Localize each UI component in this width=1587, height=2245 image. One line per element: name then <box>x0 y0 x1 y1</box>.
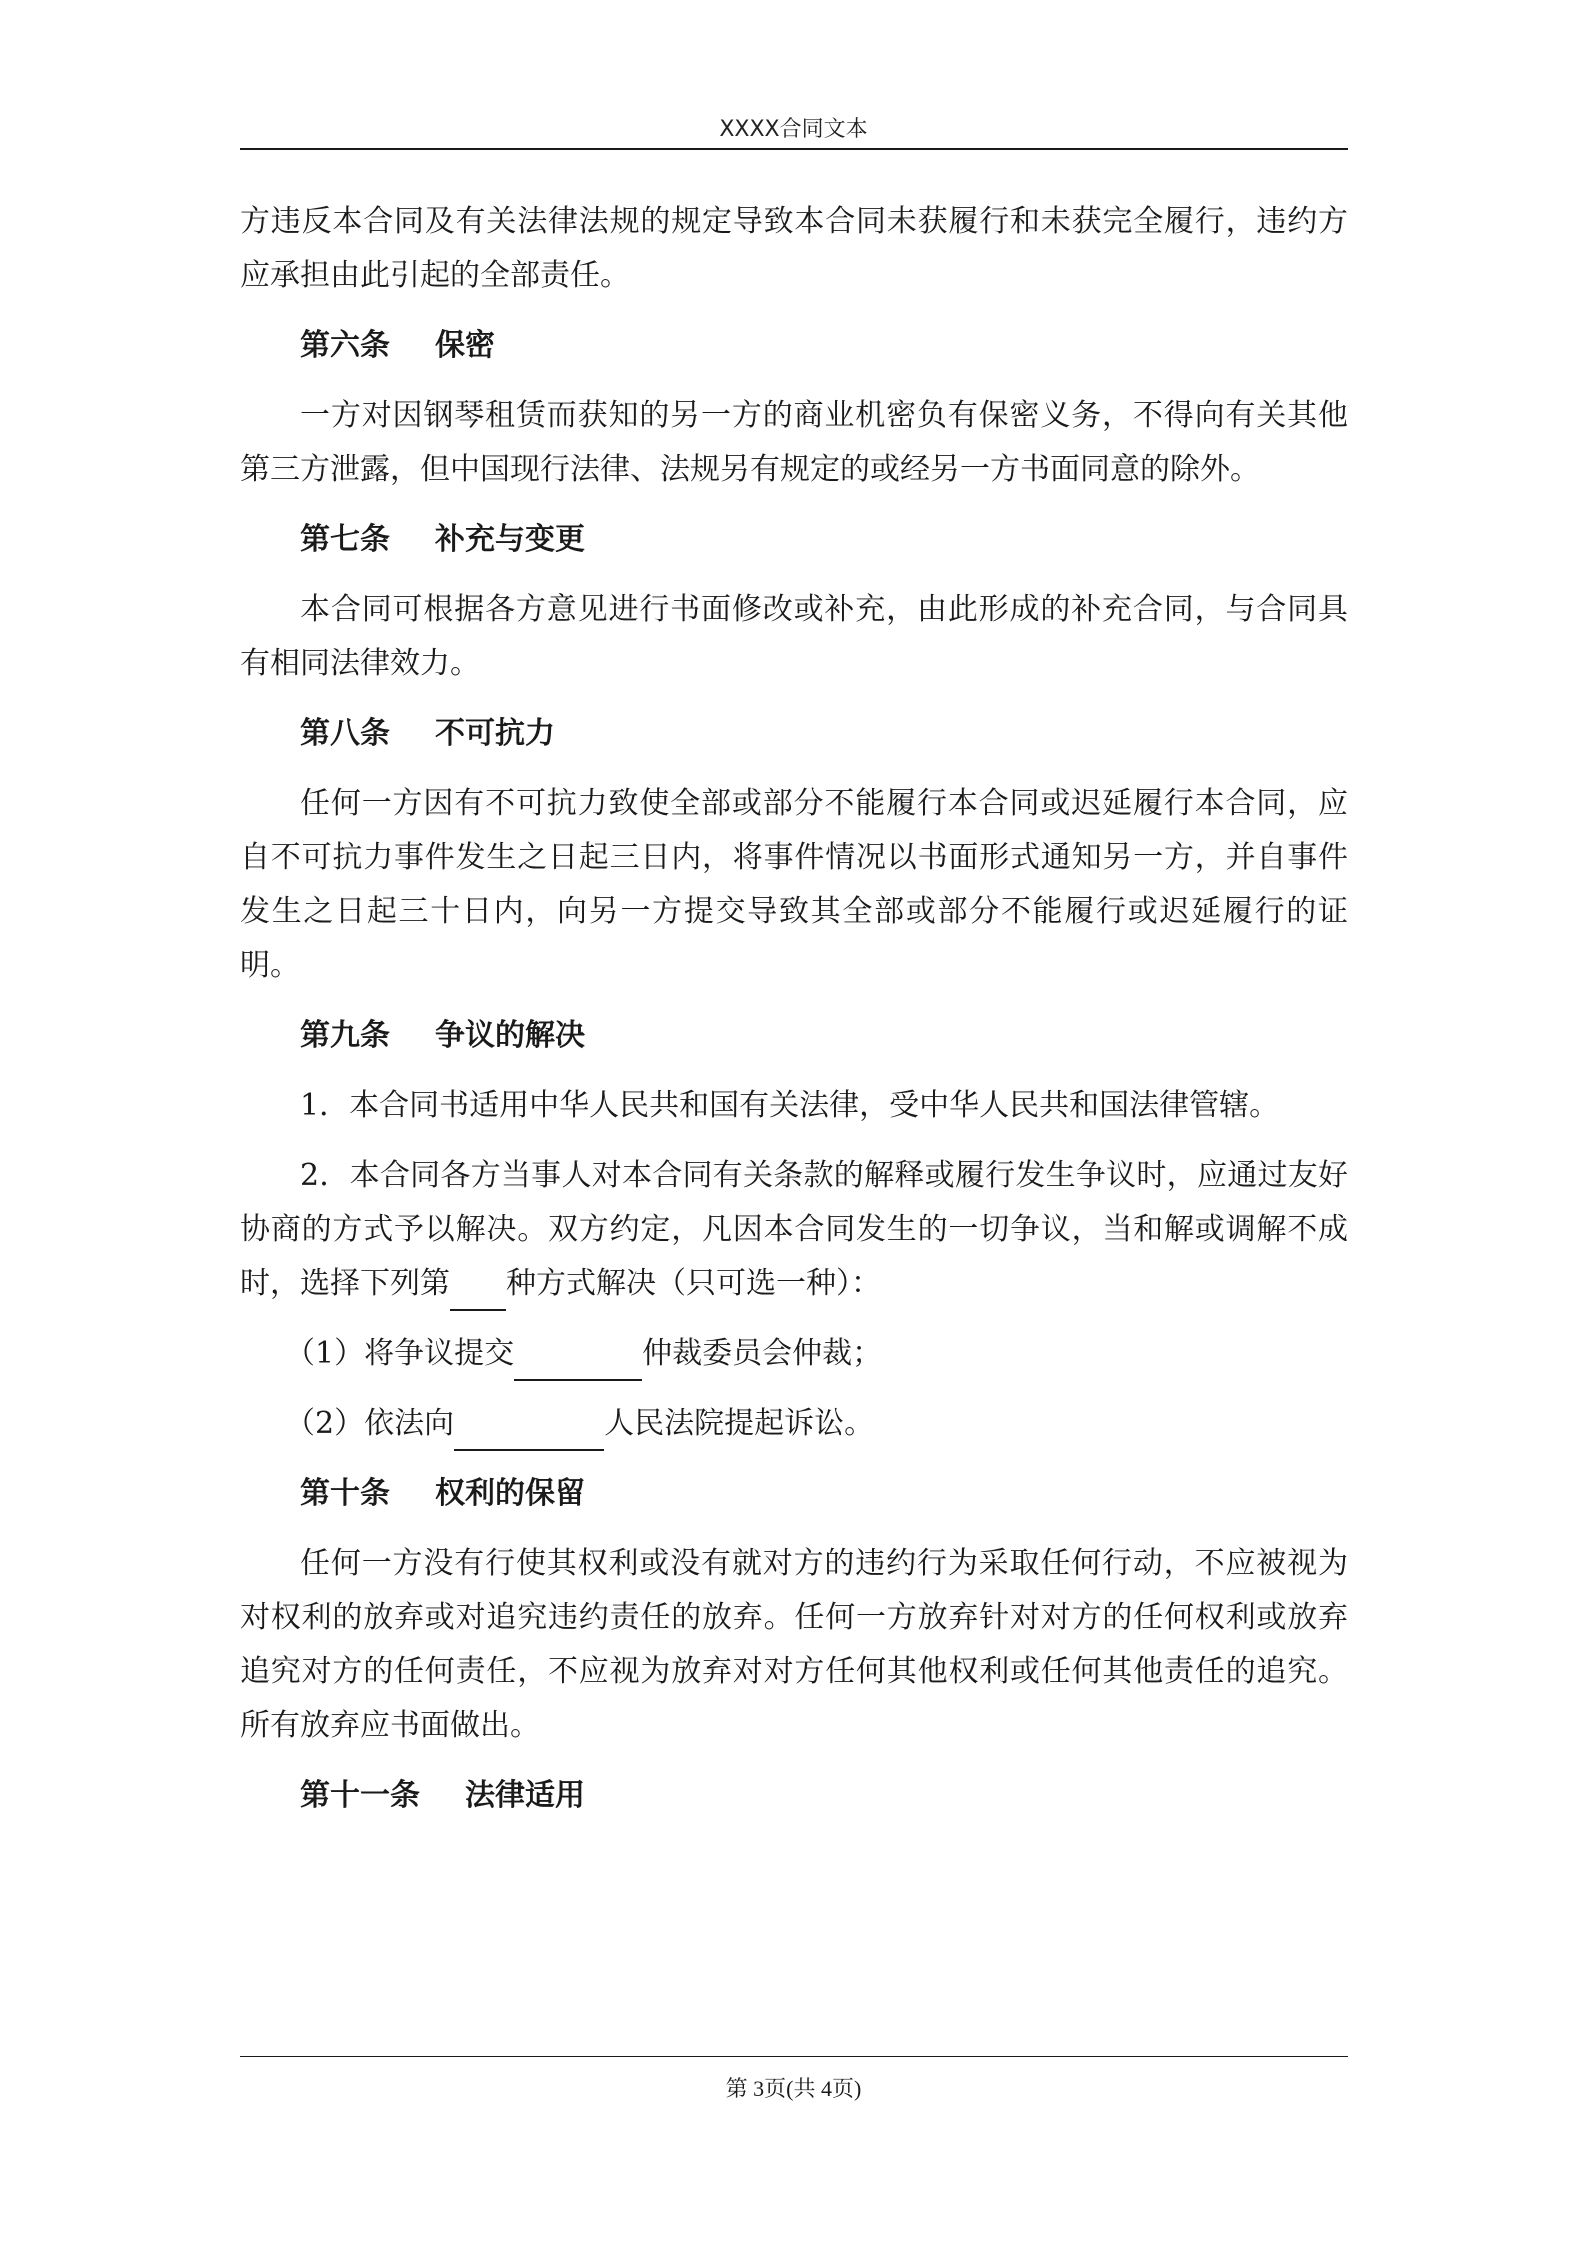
fill-blank <box>514 1348 642 1382</box>
clause-number: 第七条 <box>300 522 390 557</box>
clause-11-heading <box>240 1769 1348 1823</box>
clause-10-heading <box>240 1467 1348 1521</box>
document-body <box>240 195 1348 1839</box>
clause-9-option-1: （1）将争议提交 仲裁委员会仲裁； <box>240 1327 1348 1381</box>
clause-number: 第十条 <box>300 1476 390 1511</box>
clause-9-option-2: （2）依法向 人民法院提起诉讼。 <box>240 1397 1348 1451</box>
header-title: XXXX合同文本 <box>719 117 868 142</box>
clause-title: 权利的保留 <box>435 1476 585 1511</box>
clause-10-text: 任何一方没有行使其权利或没有就对方的违约行为采取任何行动，不应被视为对权利的放弃或对追究违约责任的放弃。任何一方放弃针对对方的任何权利或放弃追究对方的任何责任，不应视为放弃对对方任何其他权利或任何其他责任的追究。所有放弃应书面做出。 <box>240 1546 1348 1743</box>
clause-6-text: 一方对因钢琴租赁而获知的另一方的商业机密负有保密义务，不得向有关其他第三方泄露，但中国现行法律、法规另有规定的或经另一方书面同意的除外。 <box>240 398 1348 487</box>
clause-9-heading <box>240 1009 1348 1063</box>
clause-title: 不可抗力 <box>435 716 555 751</box>
footer-rule <box>240 2056 1348 2057</box>
header-rule <box>240 148 1348 150</box>
clause-number: 第十一条 <box>300 1778 420 1813</box>
clause-title: 保密 <box>435 328 495 363</box>
clause-9-item-2: 2．本合同各方当事人对本合同有关条款的解释或履行发生争议时，应通过友好协商的方式予以解决。双方约定，凡因本合同发生的一切争议，当和解或调解不成时，选择下列第 种方式解决（只可选一种）： <box>240 1149 1348 1311</box>
clause-8-text: 任何一方因有不可抗力致使全部或部分不能履行本合同或迟延履行本合同，应自不可抗力事件发生之日起三日内，将事件情况以书面形式通知另一方，并自事件发生之日起三十日内，向另一方提交导致其全部或部分不能履行或迟延履行的证明。 <box>240 786 1348 983</box>
page-number: 第 3页(共 4页) <box>725 2076 862 2101</box>
clause-7-text: 本合同可根据各方意见进行书面修改或补充，由此形成的补充合同，与合同具有相同法律效力。 <box>240 592 1348 681</box>
clause-title: 争议的解决 <box>435 1018 585 1053</box>
clause-title: 补充与变更 <box>435 522 585 557</box>
clause-7-heading <box>240 513 1348 567</box>
clause-8-heading <box>240 707 1348 761</box>
clause-number: 第八条 <box>300 716 390 751</box>
fill-blank <box>450 1278 506 1312</box>
fill-blank <box>454 1418 604 1452</box>
clause-title: 法律适用 <box>465 1778 585 1813</box>
clause-number: 第六条 <box>300 328 390 363</box>
paragraph-continued: 方违反本合同及有关法律法规的规定导致本合同未获履行和未获完全履行，违约方应承担由此引起的全部责任。 <box>240 204 1348 293</box>
clause-6-heading <box>240 319 1348 373</box>
clause-number: 第九条 <box>300 1018 390 1053</box>
clause-9-item-1: 1．本合同书适用中华人民共和国有关法律，受中华人民共和国法律管辖。 <box>300 1088 1280 1123</box>
